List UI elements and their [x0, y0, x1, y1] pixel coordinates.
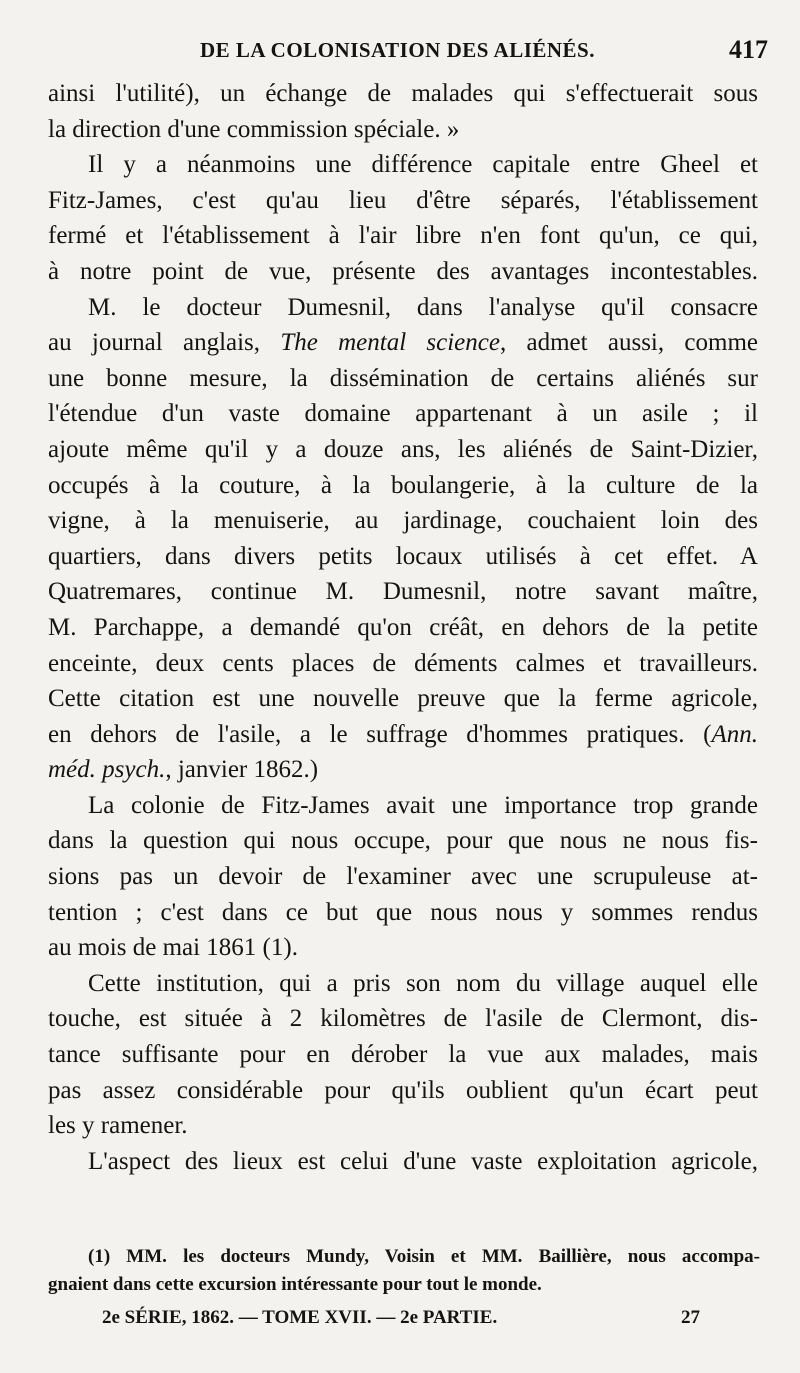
page-number: 417	[729, 35, 768, 64]
page-header	[48, 35, 768, 74]
footnote-line: gnaient dans cette excursion intéressante pour tout le monde.	[48, 1274, 542, 1295]
text-line: l'étendue d'un vaste domaine appartenant à un asile ; il	[48, 400, 758, 428]
text-line: Il y a néanmoins une différence capitale entre Gheel et	[88, 151, 758, 179]
text-line: vigne, à la menuiserie, au jardinage, couchaient loin des	[48, 507, 758, 535]
text-line: M. Parchappe, a demandé qu'on créât, en dehors de la petite	[48, 613, 758, 641]
text-line: la direction d'une commission spéciale. »	[48, 115, 460, 143]
text-line: La colonie de Fitz-James avait une importance trop grande	[88, 791, 758, 819]
text-segment: , admet aussi, comme	[499, 329, 758, 357]
text-line: quartiers, dans divers petits locaux utilisés à cet effet. A	[48, 542, 758, 570]
text-line: tention ; c'est dans ce but que nous nous y sommes rendus	[48, 898, 758, 926]
footnote	[48, 1243, 760, 1299]
text-line: M. le docteur Dumesnil, dans l'analyse qu'il consacre	[88, 293, 758, 321]
running-title: DE LA COLONISATION DES ALIÉNÉS.	[200, 38, 595, 62]
text-line: ainsi l'utilité), un échange de malades qui s'effectuerait sous	[48, 80, 758, 107]
text-line	[48, 752, 758, 788]
text-line: Quatremares, continue M. Dumesnil, notre savant maître,	[48, 578, 758, 606]
text-line: Cette institution, qui a pris son nom du village auquel elle	[88, 969, 758, 997]
text-line: L'aspect des lieux est celui d'une vaste exploitation agricole,	[88, 1147, 758, 1175]
citation-title: Ann.	[711, 720, 758, 748]
text-line: au mois de mai 1861 (1).	[48, 934, 298, 962]
text-line: sions pas un devoir de l'examiner avec une scrupuleuse at-	[48, 863, 758, 891]
sheet-number: 27	[681, 1307, 700, 1328]
text-line: Cette citation est une nouvelle preuve que la ferme agricole,	[48, 685, 758, 713]
text-line: ajoute même qu'il y a douze ans, les aliénés de Saint-Dizier,	[48, 435, 758, 463]
text-line: les y ramener.	[48, 1112, 188, 1140]
text-line: enceinte, deux cents places de déments calmes et travailleurs.	[48, 649, 758, 677]
text-line: touche, est située à 2 kilomètres de l'asile de Clermont, dis-	[48, 1005, 758, 1033]
citation-title: méd. psych.	[48, 756, 166, 784]
text-line	[48, 717, 758, 753]
text-line: tance suffisante pour en dérober la vue aux malades, mais	[48, 1041, 758, 1069]
text-line: occupés à la couture, à la boulangerie, à la culture de la	[48, 471, 758, 499]
text-line	[48, 325, 758, 361]
text-line: dans la question qui nous occupe, pour que nous ne nous fis-	[48, 827, 758, 855]
page-footer	[48, 1307, 760, 1337]
text-segment: , janvier 1862.)	[165, 756, 319, 784]
text-line: à notre point de vue, présente des avantages incontestables.	[48, 257, 758, 285]
text-line: Fitz-James, c'est qu'au lieu d'être séparés, l'établissement	[48, 186, 758, 214]
text-line: fermé et l'établissement à l'air libre n'en font qu'un, ce qui,	[48, 222, 758, 250]
body-text	[48, 76, 758, 1179]
text-line: une bonne mesure, la dissémination de certains aliénés sur	[48, 364, 758, 392]
journal-title: The mental science	[280, 329, 500, 357]
footnote-line: (1) MM. les docteurs Mundy, Voisin et MM. Baillière, nous accompa-	[88, 1246, 760, 1267]
text-segment: en dehors de l'asile, a le suffrage d'hommes pratiques. (	[48, 720, 712, 748]
text-segment: au journal anglais,	[48, 329, 281, 357]
signature-mark: 2e SÉRIE, 1862. — TOME XVII. — 2e PARTIE.	[102, 1307, 498, 1328]
text-line: pas assez considérable pour qu'ils oublient qu'un écart peut	[48, 1076, 758, 1104]
